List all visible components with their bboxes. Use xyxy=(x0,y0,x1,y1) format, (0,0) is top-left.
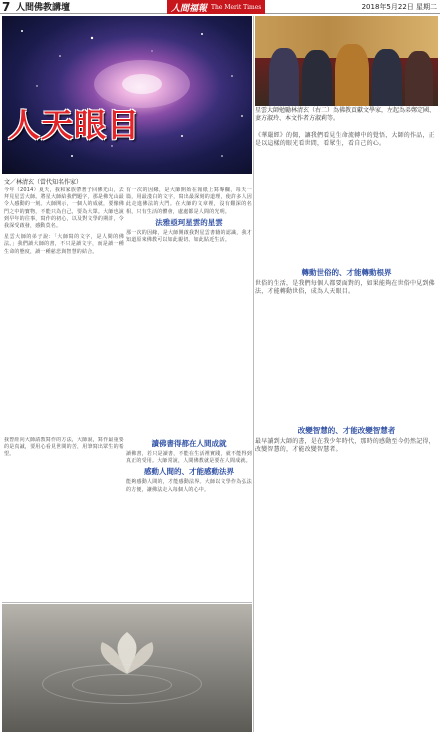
star-field xyxy=(2,16,252,174)
body-column-1: 今年（2014）夏天，我和家族帶著子回佛光山，去拜見星雲大師。將星大師給我們題字，那是佛光山最令人感動的一刻。大師開示，一個人的成就，要像佛門之中的寶物，不能只為自己，要為大眾。大師也說到早年的往事，寫作的初心，以及對文學的期許，令我深受啟發，感動莫名。 星雲大師的弟子說：「大師寫的文字，是人間的佛法。」我們讀大師的書，不只是讀文字，而是讀一種生命的態度，讀一種慈悲與智慧的結合。 xyxy=(4,187,124,255)
body-column-5: 我曾經向大師請教寫作的方法，大師說，寫作最重要的是真誠，要用心看見世間的苦，用筆寫出眾生的希望。 xyxy=(4,437,124,458)
body-column-3: 《華嚴經》的偈，讓我們看見生命流轉中的覺悟，大師的作品，正是以這樣的眼光看世間，看眾生，看自己的心。 轉動世俗的、才能轉動根界 世俗的生活，是我們每個人都要面對的，如果能夠在世俗中見到佛法，才能轉動世俗，成為人天眼目。 改變智慧的、才能改變智慧者 最早讀到大師的書，是在我少年時代，那時的感動至今仍然記得，改變智慧的，才能改變智慧者。 xyxy=(255,132,438,454)
group-photo xyxy=(255,16,438,106)
subhead-2: 讀佛書得都在人間成就 xyxy=(151,439,227,448)
galaxy-hero-image xyxy=(2,16,252,174)
headline: 人天眼目 xyxy=(8,106,141,144)
logo-chinese: 人間福報 xyxy=(171,3,208,14)
lotus-icon xyxy=(2,604,252,732)
subhead-3: 感動人間的、才能感動法界 xyxy=(144,467,234,477)
body-column-4: 讀佛書得都在人間成就 讀佛書，若只是讀書，不能在生活裡實踐，就不能得到真正的受用。大師常說，人間佛教就是要在人間成就。 感動人間的、才能感動法界 能夠感動人間的，才能感動法界。大師以文學作為弘法的方便，讓佛法走入每個人的心中。 xyxy=(126,439,252,493)
subhead-1: 法雅亟珂星雲的星雲 xyxy=(155,217,223,227)
logo-english: The Merit Times xyxy=(211,3,262,11)
body-column-2: 有一次的因緣，是大師開始在報紙上寫專欄，每天一篇，用最淺白的文字，寫出最深刻的道理，使許多人因此走進佛法的大門。在大師的文章裡，沒有艱深的名相，只有生活的體會，處處都是人間的光明。 法雅亟珂星雲的星雲 那一次的因緣，是大師開啟我對星雲書籍的認識，我才知道原來佛教可以如此親切、如此貼近生活。 xyxy=(126,187,252,244)
lotus-pond-image xyxy=(2,604,252,732)
photo-caption: 星雲大師勉勵林清玄（右二）為佛教貢獻文學家，左起為弟鄭定國、妻方淑玲、本文作者方淑莉等。 xyxy=(255,107,436,122)
page-number: 7 xyxy=(2,0,11,14)
subhead-4: 轉動世俗的、才能轉動根界 xyxy=(301,268,392,277)
subhead-5: 改變智慧的、才能改變智慧者 xyxy=(297,426,396,435)
byline: 文／林清玄（當代知名作家） xyxy=(4,179,83,186)
section-title: 人間佛教講壇 xyxy=(16,3,71,13)
newspaper-logo xyxy=(167,0,265,14)
issue-date: 2018年5月22日 星期二 xyxy=(361,3,437,11)
section-divider xyxy=(2,602,252,603)
column-divider xyxy=(253,16,254,732)
